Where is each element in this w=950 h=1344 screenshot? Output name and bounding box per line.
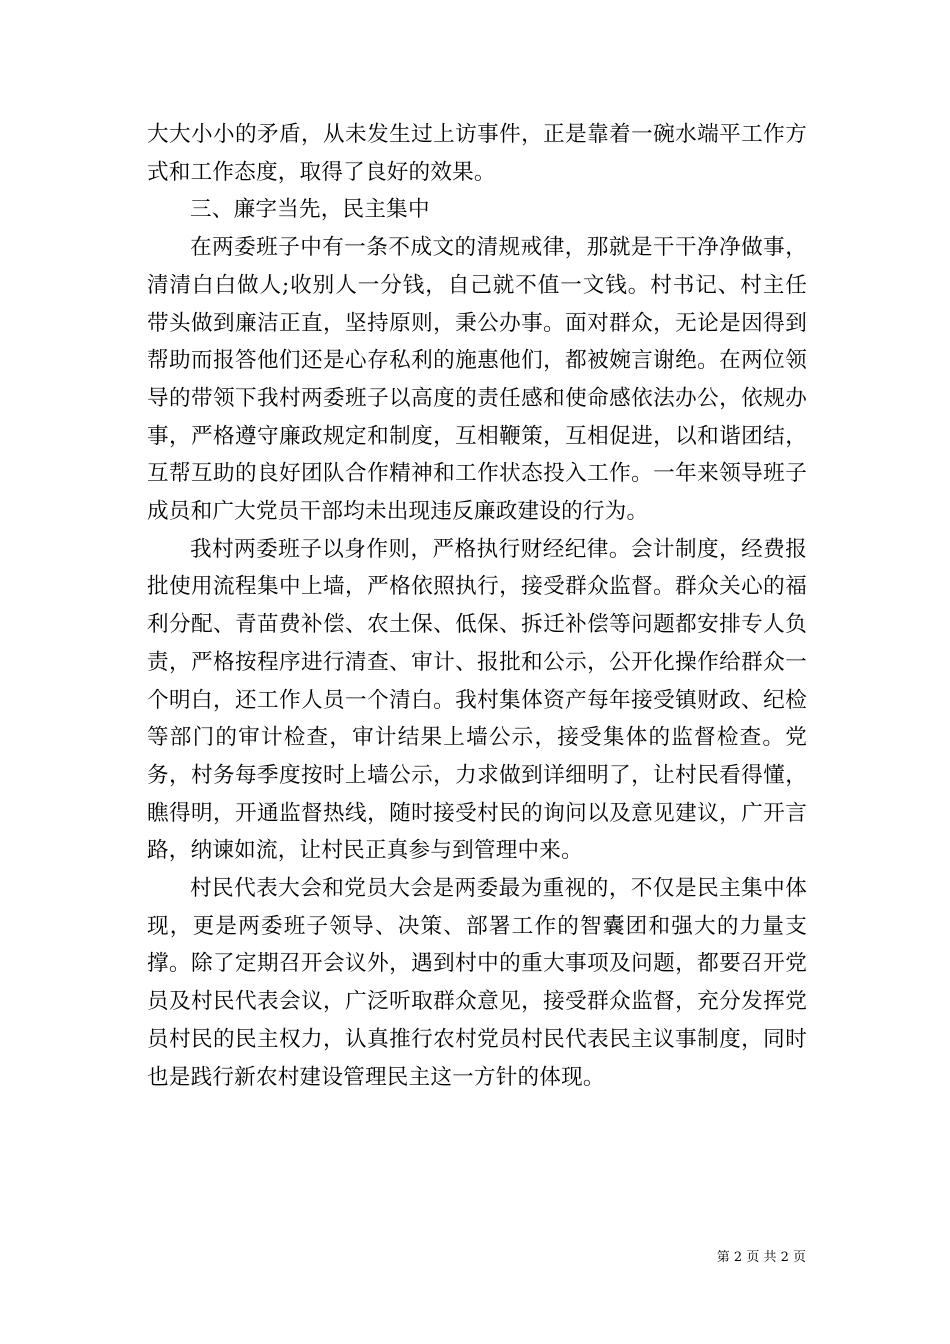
paragraph-continuation: 大大小小的矛盾，从未发生过上访事件，正是靠着一碗水端平工作方式和工作态度，取得了良好的效果。 <box>147 122 807 185</box>
paragraph: 我村两委班子以身作则，严格执行财经纪律。会计制度，经费报批使用流程集中上墙，严格依照执行，接受群众监督。群众关心的福利分配、青苗费补偿、农土保、低保、拆迁补偿等问题都安排专人负责，严格按程序进行清查、审计、报批和公示，公开化操作给群众一个明白，还工作人员一个清白。我村集体资产每年接受镇财政、纪检等部门的审计检查，审计结果上墙公示，接受集体的监督检查。党务，村务每季度按时上墙公示，力求做到详细明了，让村民看得懂，瞧得明，开通监督热线，随时接受村民的询问以及意见建议，广开言路，纳谏如流，让村民正真参与到管理中来。 <box>147 536 807 864</box>
paragraph: 在两委班子中有一条不成文的清规戒律，那就是干干净净做事，清清白白做人;收别人一分钱，自己就不值一文钱。村书记、村主任带头做到廉洁正直，坚持原则，秉公办事。面对群众，无论是因得到帮助而报答他们还是心存私利的施惠他们，都被婉言谢绝。在两位领导的带领下我村两委班子以高度的责任感和使命感依法办公，依规办事，严格遵守廉政规定和制度，互相鞭策，互相促进，以和谐团结，互帮互助的良好团队合作精神和工作状态投入工作。一年来领导班子成员和广大党员干部均未出现违反廉政建设的行为。 <box>147 235 807 525</box>
section-heading: 三、廉字当先，民主集中 <box>190 197 430 223</box>
page-number: 第 2 页 共 2 页 <box>716 1250 806 1265</box>
paragraph: 村民代表大会和党员大会是两委最为重视的，不仅是民主集中体现，更是两委班子领导、决策、部署工作的智囊团和强大的力量支撑。除了定期召开会议外，遇到村中的重大事项及问题，都要召开党员及村民代表会议，广泛听取群众意见，接受群众监督，充分发挥党员村民的民主权力，认真推行农村党员村民代表民主议事制度，同时也是践行新农村建设管理民主这一方针的体现。 <box>147 876 807 1090</box>
document-body <box>147 116 807 1096</box>
